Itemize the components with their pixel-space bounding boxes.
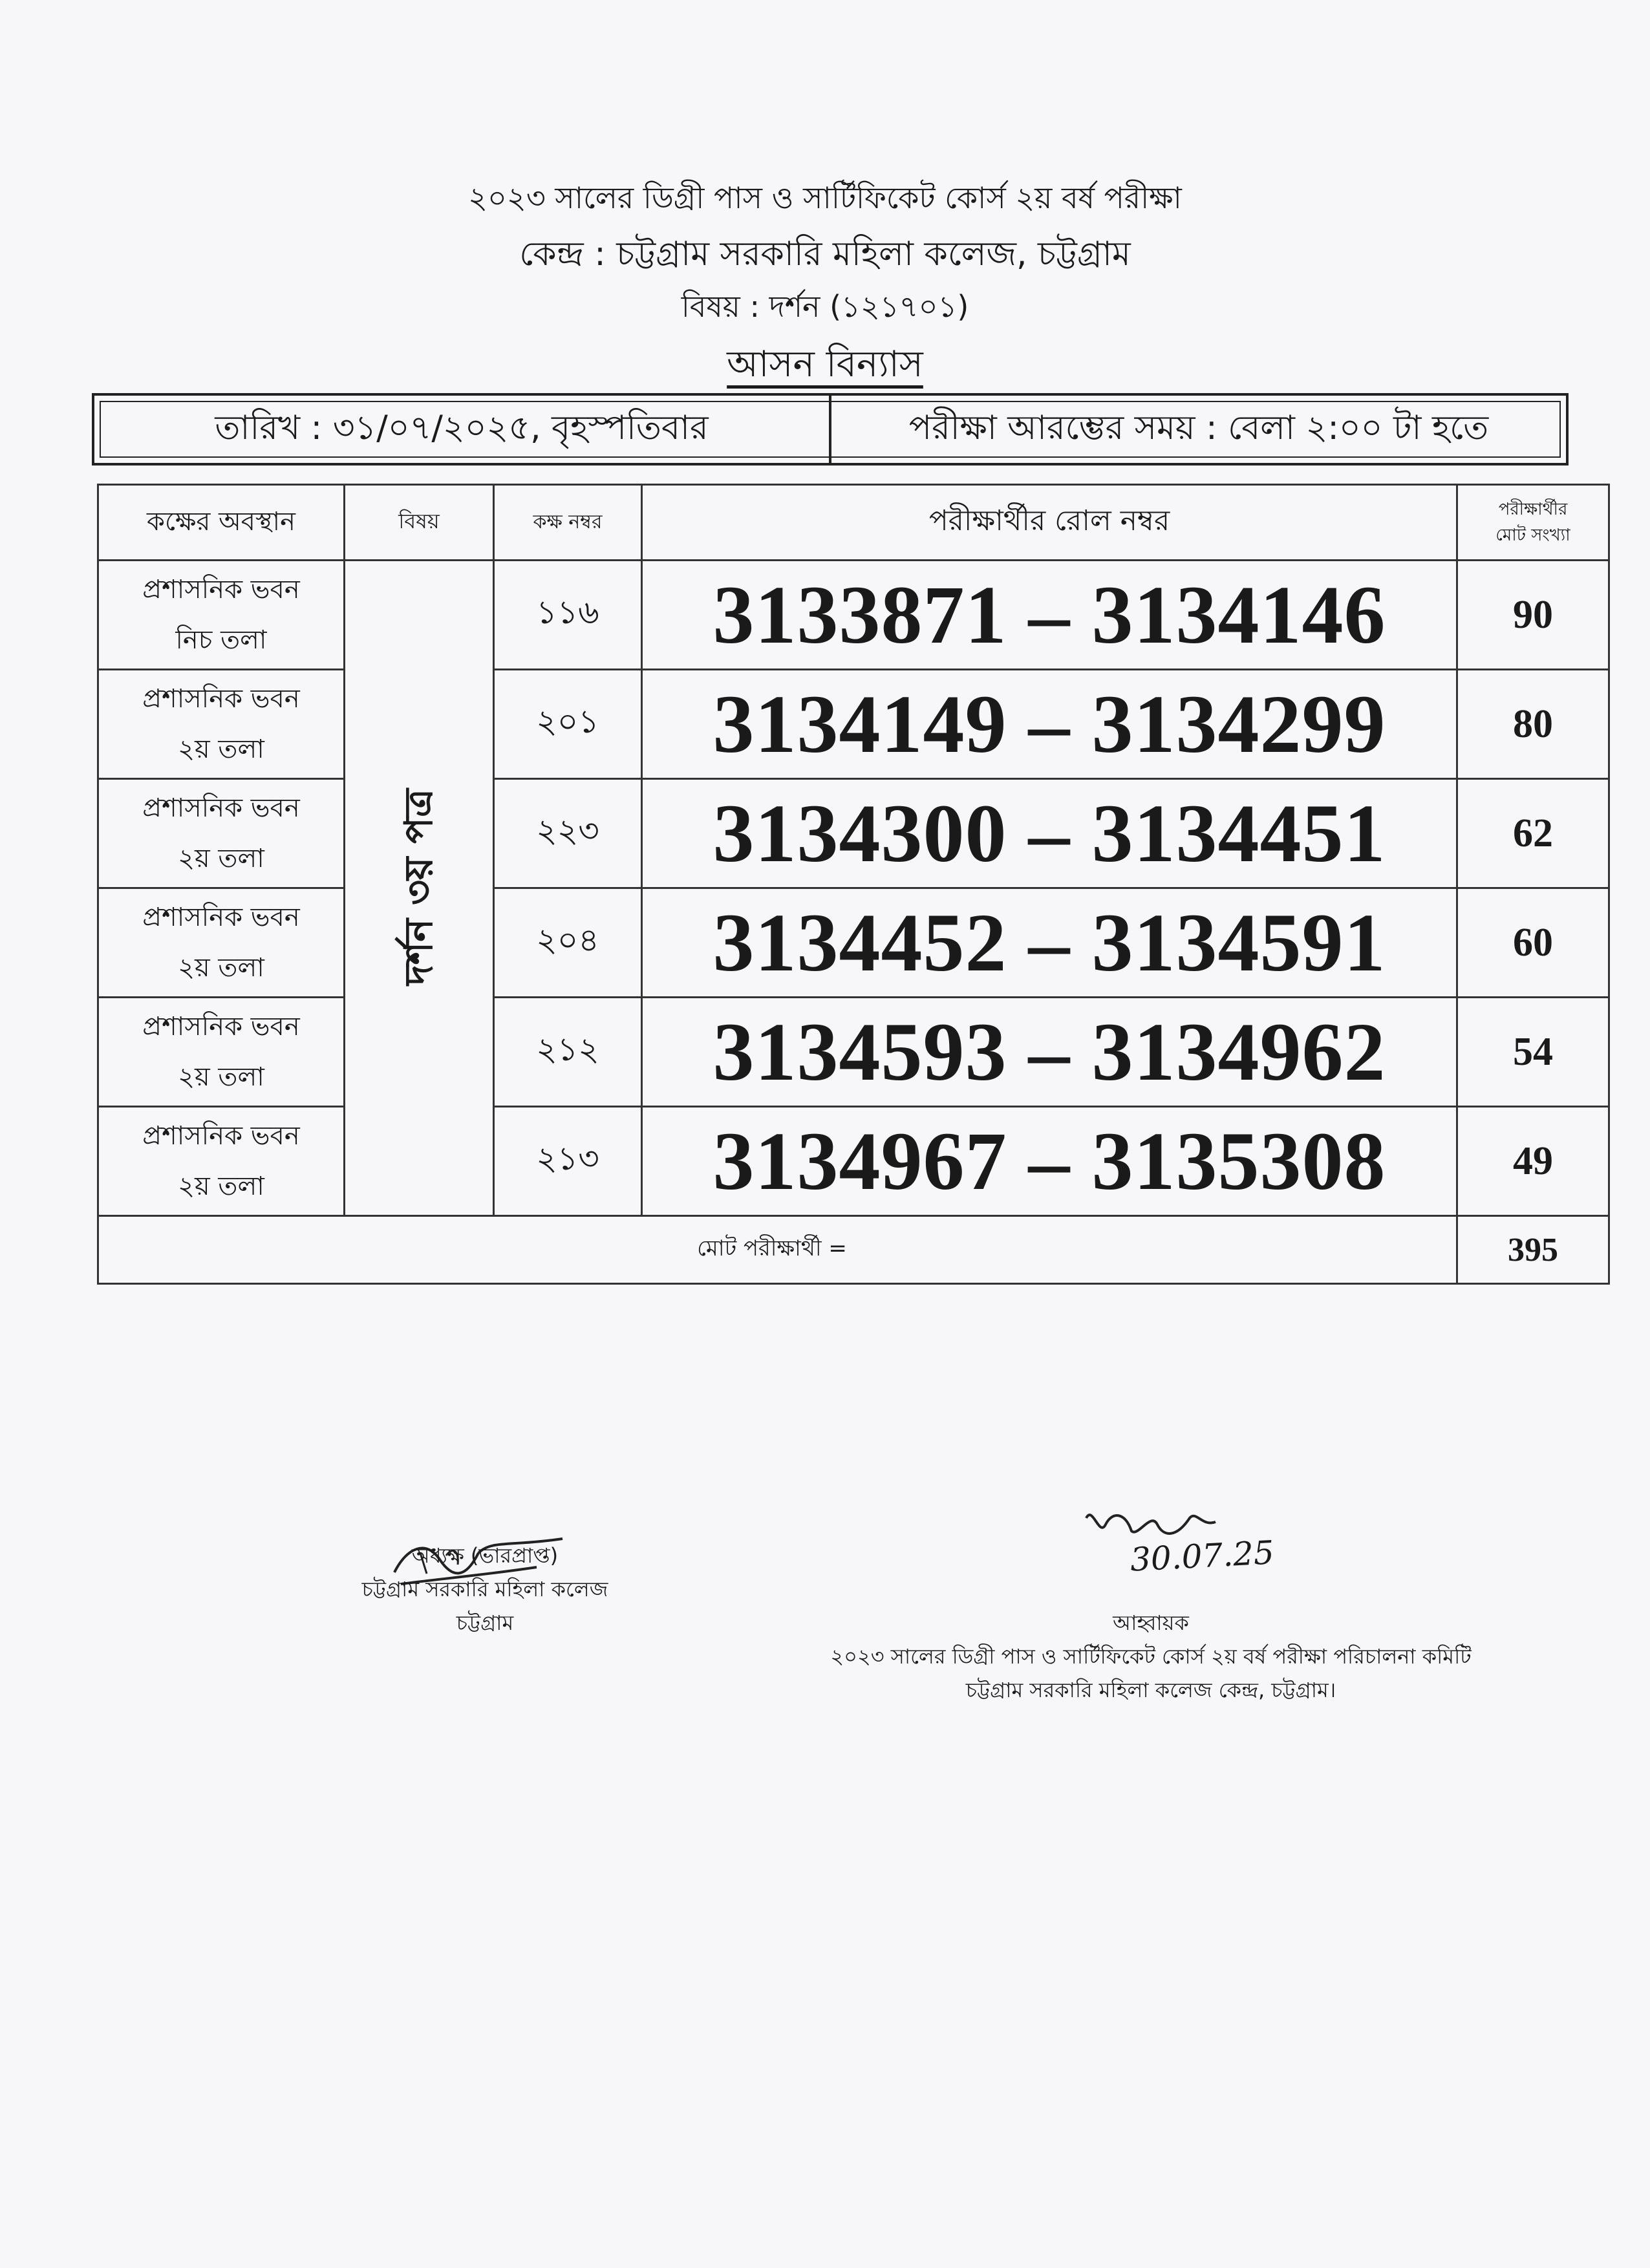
table-row	[98, 561, 1609, 670]
date-time-box	[92, 393, 1569, 465]
room-location	[98, 561, 345, 670]
roll-range: 3134149 – 3134299	[642, 670, 1457, 779]
principal-signature-block	[272, 1539, 698, 1640]
room-number: ২০৪	[494, 888, 642, 998]
examinee-count: 80	[1457, 670, 1609, 779]
principal-title: অধ্যক্ষ (ভারপ্রাপ্ত)	[411, 1543, 559, 1568]
examinee-count: 90	[1457, 561, 1609, 670]
examinee-count: 49	[1457, 1107, 1609, 1216]
room-number: ২১২	[494, 998, 642, 1107]
seat-plan-table	[97, 484, 1610, 1285]
convener-committee: ২০২৩ সালের ডিগ্রী পাস ও সার্টিফিকেট কোর্স ২য় বর্ষ পরীক্ষা পরিচালনা কমিটি	[830, 1644, 1472, 1669]
exam-title: ২০২৩ সালের ডিগ্রী পাস ও সার্টিফিকেট কোর্স ২য় বর্ষ পরীক্ষা	[468, 180, 1182, 215]
table-row	[98, 779, 1609, 888]
room-number: ১১৬	[494, 561, 642, 670]
table-row	[98, 1107, 1609, 1216]
header-total-line1: পরীক্ষার্থীর	[1498, 500, 1568, 519]
page-heading: আসন বিন্যাস	[727, 343, 923, 385]
table-row	[98, 998, 1609, 1107]
room-location	[98, 888, 345, 998]
location-building: প্রশাসনিক ভবন	[142, 1012, 300, 1042]
subject-cell	[345, 561, 494, 1216]
table-row	[98, 670, 1609, 779]
room-location	[98, 1107, 345, 1216]
roll-range: 3133871 – 3134146	[642, 561, 1457, 670]
convener-handwritten-date: 30.07.25	[1129, 1534, 1276, 1579]
roll-range: 3134593 – 3134962	[642, 998, 1457, 1107]
location-floor: ২য় তলা	[178, 844, 264, 873]
roll-range: 3134967 – 3135308	[642, 1107, 1457, 1216]
room-location	[98, 998, 345, 1107]
total-examinees-value: 395	[1457, 1216, 1609, 1284]
location-floor: ২য় তলা	[178, 734, 264, 764]
examinee-count: 62	[1457, 779, 1609, 888]
location-building: প্রশাসনিক ভবন	[142, 903, 300, 932]
examinee-count: 60	[1457, 888, 1609, 998]
location-building: প্রশাসনিক ভবন	[142, 1121, 300, 1151]
table-header-row	[98, 485, 1609, 561]
location-building: প্রশাসনিক ভবন	[142, 684, 300, 714]
subject-paper: দর্শন ৩য় পত্র	[396, 788, 442, 985]
header-total-examinees	[1457, 485, 1609, 561]
total-row	[98, 1216, 1609, 1284]
total-examinees-label: মোট পরীক্ষার্থী =	[98, 1216, 1457, 1284]
location-floor: ২য় তলা	[178, 953, 264, 983]
convener-center: চট্টগ্রাম সরকারি মহিলা কলেজ কেন্দ্র, চট্টগ্রাম।	[965, 1678, 1336, 1702]
convener-signature-block	[776, 1606, 1526, 1707]
header-subject: বিষয়	[345, 485, 494, 561]
header-total-line2: মোট সংখ্যা	[1495, 526, 1570, 545]
location-floor: ২য় তলা	[178, 1062, 264, 1092]
exam-date: তারিখ : ৩১/০৭/২০২৫, বৃহস্পতিবার	[94, 396, 831, 463]
roll-range: 3134452 – 3134591	[642, 888, 1457, 998]
location-floor: ২য় তলা	[178, 1171, 264, 1201]
room-number: ২০১	[494, 670, 642, 779]
principal-city: চট্টগ্রাম	[456, 1610, 514, 1635]
header-room-location: কক্ষের অবস্থান	[98, 485, 345, 561]
convener-title: আহ্বায়ক	[1113, 1610, 1189, 1635]
room-location	[98, 779, 345, 888]
exam-start-time: পরীক্ষা আরম্ভের সময় : বেলা ২:০০ টা হতে	[908, 408, 1489, 447]
exam-center: কেন্দ্র : চট্টগ্রাম সরকারি মহিলা কলেজ, চট্টগ্রাম	[519, 235, 1131, 273]
table-row	[98, 888, 1609, 998]
header-room-number: কক্ষ নম্বর	[494, 485, 642, 561]
room-number: ২১৩	[494, 1107, 642, 1216]
location-building: প্রশাসনিক ভবন	[142, 793, 300, 823]
location-building: প্রশাসনিক ভবন	[142, 575, 300, 604]
room-number: ২২৩	[494, 779, 642, 888]
header-roll-numbers: পরীক্ষার্থীর রোল নম্বর	[642, 485, 1457, 561]
location-floor: নিচ তলা	[175, 625, 267, 655]
examinee-count: 54	[1457, 998, 1609, 1107]
principal-institution: চট্টগ্রাম সরকারি মহিলা কলেজ	[361, 1577, 608, 1601]
room-location	[98, 670, 345, 779]
roll-range: 3134300 – 3134451	[642, 779, 1457, 888]
exam-subject: বিষয় : দর্শন (১২১৭০১)	[681, 289, 969, 324]
